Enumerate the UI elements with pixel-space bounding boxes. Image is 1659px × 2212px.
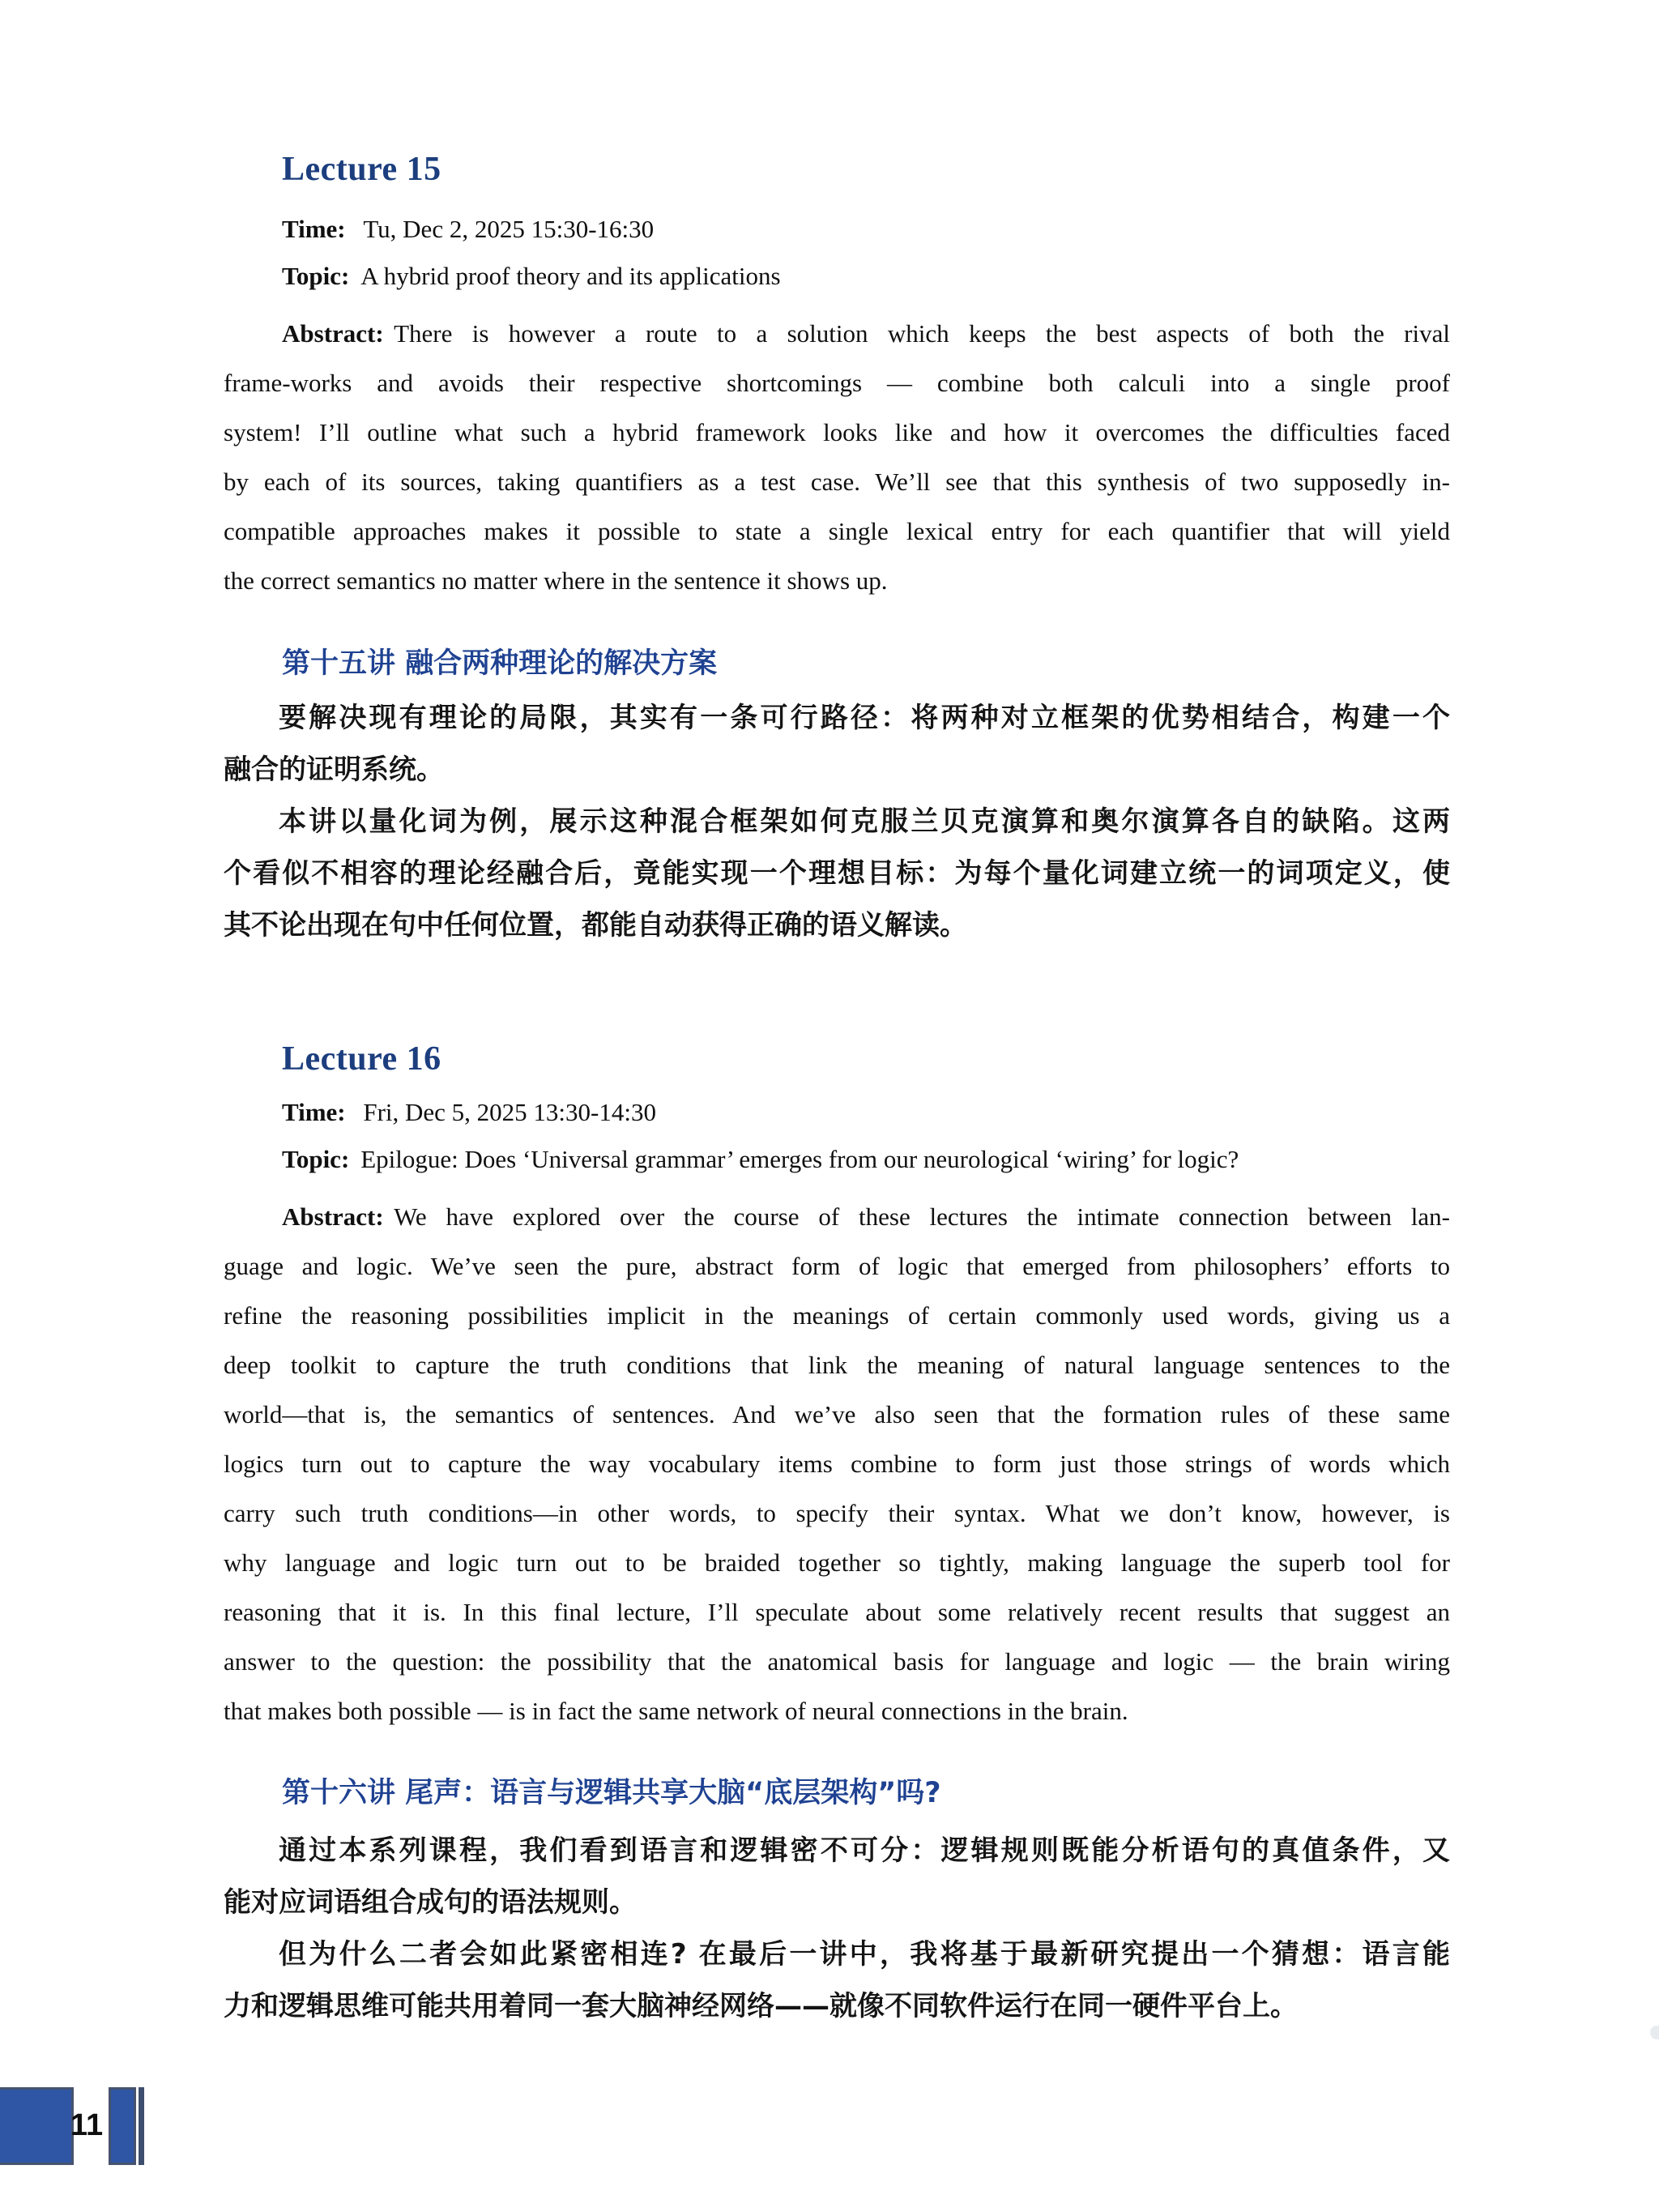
abstract-line: logics turn out to capture the way vocabulary items combine to form just those strings of words which [224,1450,1450,1478]
cn-paragraph [224,1928,1450,2032]
time-label: Time: [282,215,346,243]
cn-line: 要解决现有理论的局限，其实有一条可行路径：将两种对立框架的优势相结合，构建一个 [279,702,1450,734]
abstract-line: refine the reasoning possibilities implicit in the meanings of certain commonly used words, giving us a [224,1301,1450,1330]
footer-small-bar [109,2087,136,2165]
abstract-first-text: There is however a route to a solution which keeps the best aspects of both the rival [394,319,1450,348]
abstract-line: by each of its sources, taking quantifiers as a test case. We’ll see that this synthesis of two supposedly in- [224,468,1450,496]
cn-paragraph [224,796,1450,951]
abstract-line: deep toolkit to capture the truth conditions that link the meaning of natural language sentences to the [224,1351,1450,1379]
cn-line: 通过本系列课程，我们看到语言和逻辑密不可分：逻辑规则既能分析语句的真值条件，又 [279,1834,1450,1867]
lecture-15-cn-header: 第十五讲 融合两种理论的解决方案 [282,647,718,680]
right-edge-tab [1650,2026,1659,2039]
lecture-15-time-row [282,214,1450,245]
cn-line: 个看似不相容的理论经融合后，竟能实现一个理想目标：为每个量化词建立统一的词项定义，使 [224,857,1450,890]
abstract-line: carry such truth conditions—in other words, to specify their syntax. What we don’t know, however, is [224,1499,1450,1527]
cn-line: 融合的证明系统。 [224,754,444,786]
topic-value: Epilogue: Does ‘Universal grammar’ emerges from our neurological ‘wiring’ for logic? [360,1145,1239,1173]
cn-paragraph [224,692,1450,796]
topic-label: Topic: [282,262,350,290]
abstract-line: that makes both possible — is in fact the same network of neural connections in the brain. [224,1697,1128,1725]
cn-line: 力和逻辑思维可能共用着同一套大脑神经网络——就像不同软件运行在同一硬件平台上。 [224,1990,1298,2022]
abstract-first-text: We have explored over the course of these lectures the intimate connection between lan- [394,1202,1450,1231]
time-label: Time: [282,1098,346,1126]
lecture-16-cn-body [224,1825,1450,2032]
lecture-15-topic-row [282,261,1450,292]
abstract-line: compatible approaches makes it possible to state a single lexical entry for each quantifier that will yield [224,517,1450,545]
lecture-15-cn-body [224,692,1450,951]
abstract-line: why language and logic turn out to be braided together so tightly, making language the superb tool for [224,1548,1450,1577]
abstract-line: system! I’ll outline what such a hybrid framework looks like and how it overcomes the difficulties faced [224,418,1450,446]
abstract-line: world—that is, the semantics of sentences. And we’ve also seen that the formation rules of these same [224,1400,1450,1428]
page-number: 11 [70,2108,104,2142]
abstract-lines [224,358,1450,605]
lecture-16-topic-row [282,1144,1450,1175]
cn-paragraph [224,1825,1450,1928]
cn-line: 能对应词语组合成句的语法规则。 [224,1886,637,1919]
time-value: Fri, Dec 5, 2025 13:30-14:30 [363,1098,656,1126]
time-value: Tu, Dec 2, 2025 15:30-16:30 [363,215,655,243]
abstract-label: Abstract: [282,1202,384,1231]
abstract-line: the correct semantics no matter where in the sentence it shows up. [224,566,888,595]
cn-line: 本讲以量化词为例，展示这种混合框架如何克服兰贝克演算和奥尔演算各自的缺陷。这两 [279,805,1450,838]
lecture-16-time-row [282,1097,1450,1128]
topic-label: Topic: [282,1145,350,1173]
abstract-first-line [224,1192,1450,1241]
cn-line: 其不论出现在句中任何位置，都能自动获得正确的语义解读。 [224,909,967,942]
abstract-line: frame-works and avoids their respective shortcomings — combine both calculi into a single proof [224,369,1450,397]
abstract-line: reasoning that it is. In this final lecture, I’ll speculate about some relatively recent results that suggest an [224,1598,1450,1626]
lecture-15-abstract [224,309,1450,605]
lecture-16-cn-header: 第十六讲 尾声：语言与逻辑共享大脑“底层架构”吗? [282,1777,941,1809]
lecture-16-abstract [224,1192,1450,1736]
abstract-label: Abstract: [282,319,384,348]
cn-line: 但为什么二者会如此紧密相连? 在最后一讲中，我将基于最新研究提出一个猜想：语言能 [279,1938,1450,1971]
topic-value: A hybrid proof theory and its applications [360,262,781,290]
footer-thin-line [139,2087,144,2165]
lecture-15-title: Lecture 15 [282,151,441,188]
abstract-line: guage and logic. We’ve seen the pure, abstract form of logic that emerged from philosophers’ efforts to [224,1252,1450,1280]
abstract-lines [224,1241,1450,1736]
lecture-16-title: Lecture 16 [282,1040,441,1078]
abstract-first-line [224,309,1450,358]
footer-left-bar [0,2087,74,2165]
abstract-line: answer to the question: the possibility that the anatomical basis for language and logic — the brain wiring [224,1647,1450,1676]
